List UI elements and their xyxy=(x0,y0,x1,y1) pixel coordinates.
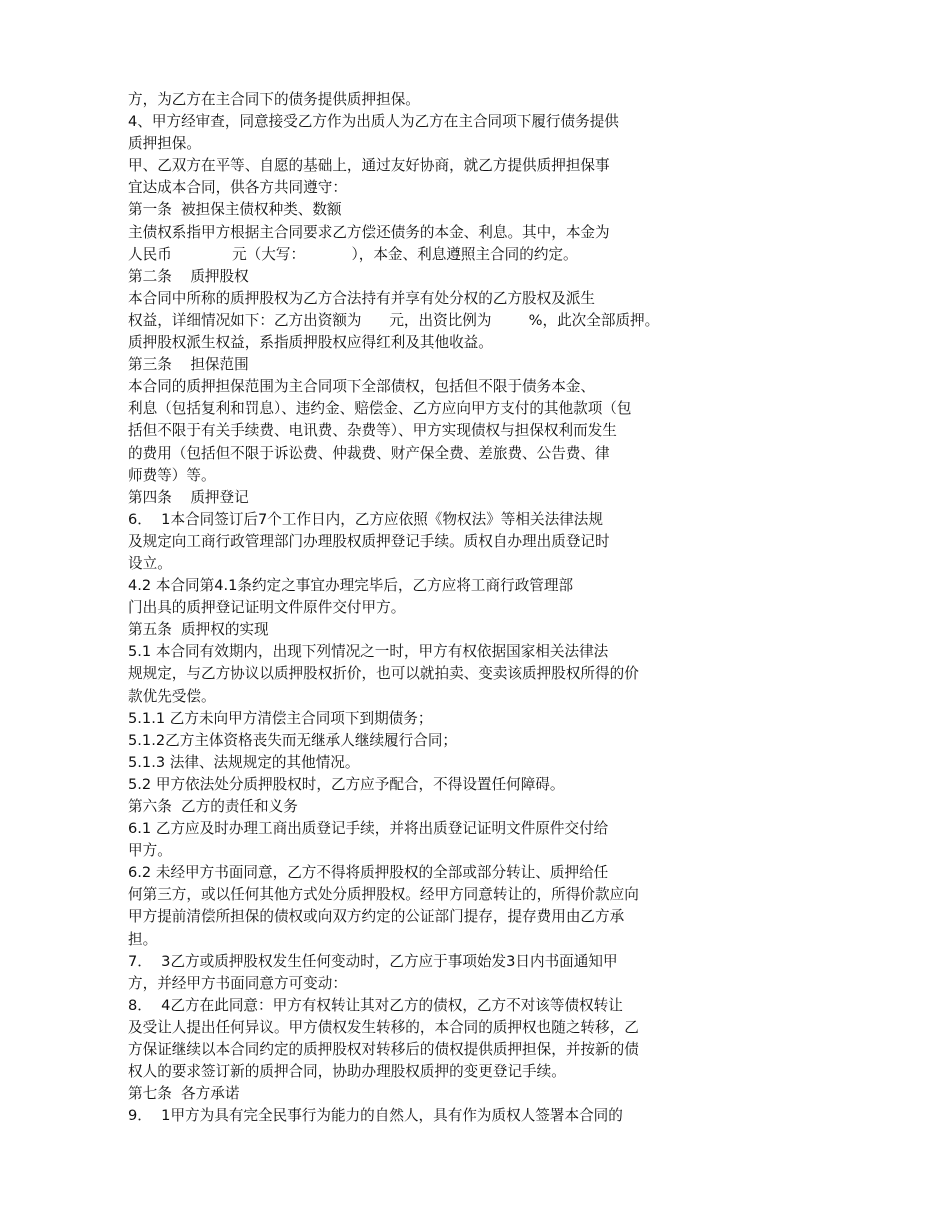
text-line: 方，并经甲方书面同意方可变动： xyxy=(128,974,347,992)
text-line: 括但不限于有关手续费、电讯费、杂费等）、甲方实现债权与担保权利而发生 xyxy=(128,422,617,440)
section-heading: 第一条 被担保主债权种类、数额 xyxy=(128,201,342,219)
text-line: 6.2 未经甲方书面同意，乙方不得将质押股权的全部或部分转让、质押给任 xyxy=(128,864,609,882)
text-line: 质押担保。 xyxy=(128,135,201,153)
text-line: 甲方。 xyxy=(128,842,172,860)
text-line: 权人的要求签订新的质押合同，协助办理股权质押的变更登记手续。 xyxy=(128,1063,566,1081)
text-line: 款优先受偿。 xyxy=(128,687,216,705)
text-line: 8． 4乙方在此同意：甲方有权转让其对乙方的债权，乙方不对该等债权转让 xyxy=(128,996,623,1014)
text-line: 5.1.2乙方主体资格丧失而无继承人继续履行合同； xyxy=(128,731,458,749)
text-line: 方保证继续以本合同约定的质押股权对转移后的债权提供质押担保，并按新的债 xyxy=(128,1041,639,1059)
text-line: 师费等）等。 xyxy=(128,466,216,484)
text-line: 5.1.1 乙方未向甲方清偿主合同项下到期债务； xyxy=(128,709,433,727)
section-heading: 第六条 乙方的责任和义务 xyxy=(128,798,298,815)
text-line: 及规定向工商行政管理部门办理股权质押登记手续。质权自办理出质登记时 xyxy=(128,532,610,550)
text-line: 甲方提前清偿所担保的债权或向双方约定的公证部门提存，提存费用由乙方承 xyxy=(128,908,625,926)
text-line: 4、甲方经审查，同意接受乙方作为出质人为乙方在主合同项下履行债务提供 xyxy=(128,113,619,131)
text-line: 规规定，与乙方协议以质押股权折价，也可以就拍卖、变卖该质押股权所得的价 xyxy=(128,665,639,683)
text-line: 5.1.3 法律、法规规定的其他情况。 xyxy=(128,753,360,771)
document-page xyxy=(128,89,728,1127)
section-heading: 第四条 质押登记 xyxy=(128,488,249,506)
text-line: 5.1 本合同有效期内，出现下列情况之一时，甲方有权依据国家相关法律法 xyxy=(128,643,609,661)
section-heading: 第五条 质押权的实现 xyxy=(128,621,269,639)
section-heading: 第二条 质押股权 xyxy=(128,267,249,285)
text-line: 本合同中所称的质押股权为乙方合法持有并享有处分权的乙方股权及派生 xyxy=(128,289,596,307)
text-line: 本合同的质押担保范围为主合同项下全部债权，包括但不限于债务本金、 xyxy=(128,378,596,396)
text-line: 设立。 xyxy=(128,554,172,572)
text-line: 门出具的质押登记证明文件原件交付甲方。 xyxy=(128,599,406,617)
text-line: 6.1 乙方应及时办理工商出质登记手续，并将出质登记证明文件原件交付给 xyxy=(128,820,609,838)
text-line: 宜达成本合同，供各方共同遵守： xyxy=(128,179,347,197)
text-line: 质押股权派生权益，系指质押股权应得红利及其他收益。 xyxy=(128,334,493,352)
text-line: 方，为乙方在主合同下的债务提供质押担保。 xyxy=(128,91,420,108)
text-line: 的费用（包括但不限于诉讼费、仲裁费、财产保全费、差旅费、公告费、律 xyxy=(128,444,610,462)
text-line: 7． 3乙方或质押股权发生任何变动时，乙方应于事项始发3日内书面通知甲 xyxy=(128,952,618,970)
text-line: 5.2 甲方依法处分质押股权时，乙方应予配合，不得设置任何障碍。 xyxy=(128,775,565,793)
text-line: 甲、乙双方在平等、自愿的基础上，通过友好协商，就乙方提供质押担保事 xyxy=(128,157,610,175)
text-line: 及受让人提出任何异议。甲方债权发生转移的，本合同的质押权也随之转移，乙 xyxy=(128,1018,639,1036)
text-line: 6． 1本合同签订后7个工作日内，乙方应依照《物权法》等相关法律法规 xyxy=(128,510,603,528)
text-line: 担。 xyxy=(128,930,158,948)
text-line: 权益，详细情况如下：乙方出资额为 元，出资比例为 %，此次全部质押。 xyxy=(128,311,660,329)
section-heading: 第三条 担保范围 xyxy=(128,356,249,374)
text-line: 4.2 本合同第4.1条约定之事宜办理完毕后，乙方应将工商行政管理部 xyxy=(128,577,574,595)
text-line: 利息（包括复利和罚息）、违约金、赔偿金、乙方应向甲方支付的其他款项（包 xyxy=(128,400,632,418)
text-line: 何第三方，或以任何其他方式处分质押股权。经甲方同意转让的，所得价款应向 xyxy=(128,886,639,904)
text-line: 人民币 元（大写： ），本金、利息遵照主合同的约定。 xyxy=(128,245,578,263)
section-heading: 第七条 各方承诺 xyxy=(128,1085,240,1103)
text-line: 主债权系指甲方根据主合同要求乙方偿还债务的本金、利息。其中，本金为 xyxy=(128,223,610,241)
text-line: 9． 1甲方为具有完全民事行为能力的自然人，具有作为质权人签署本合同的 xyxy=(128,1107,623,1125)
